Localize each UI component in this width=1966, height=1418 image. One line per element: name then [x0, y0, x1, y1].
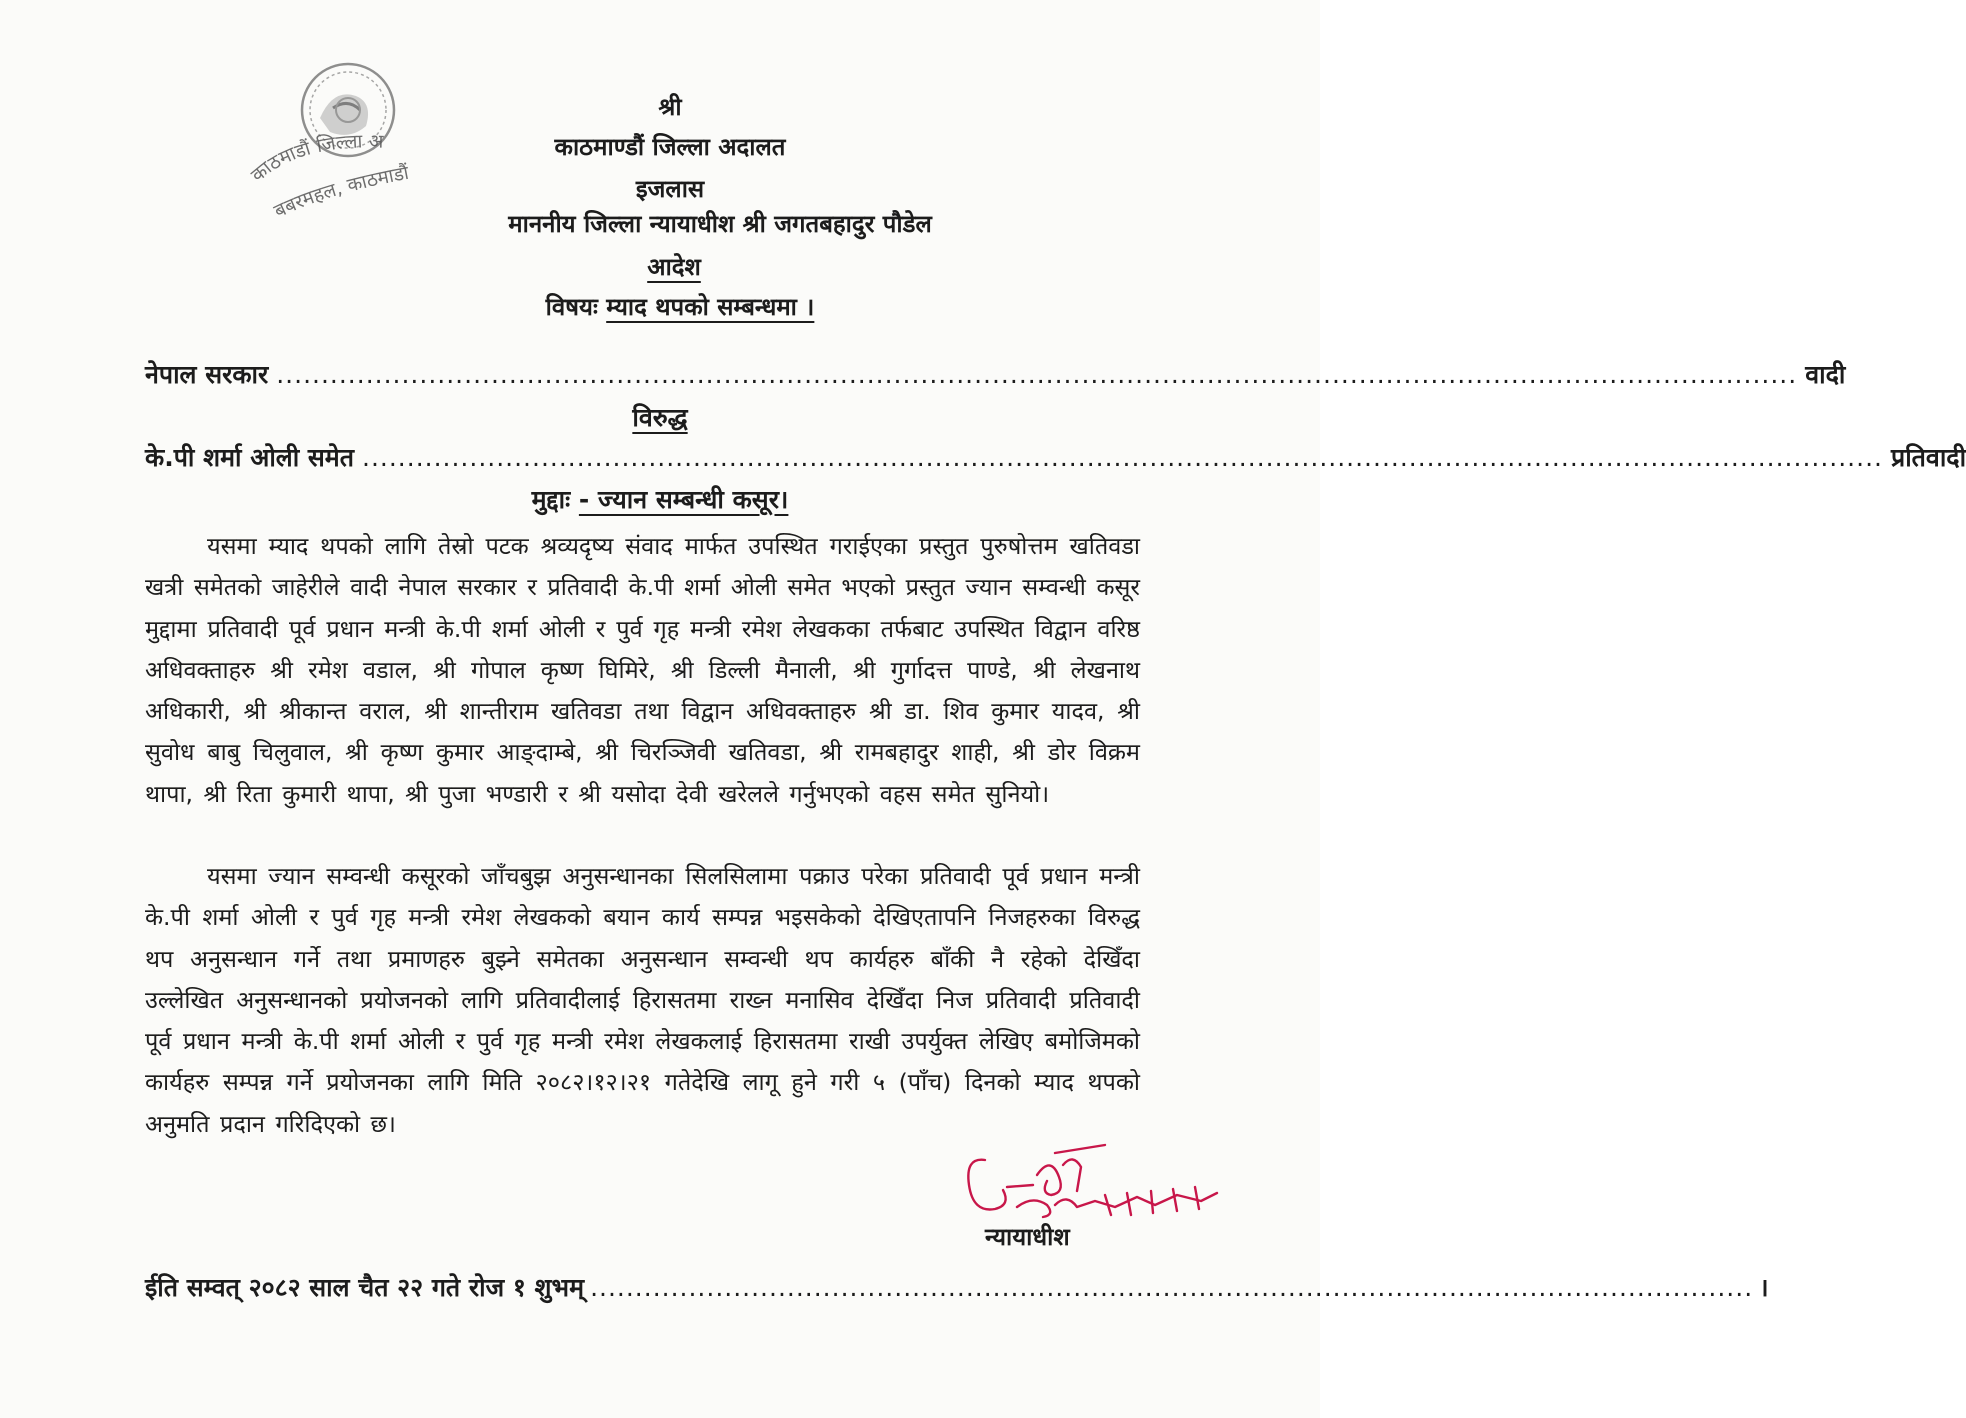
seal-text-top: काठमाडौं जिल्ला अ — [246, 130, 384, 187]
judge-name: माननीय जिल्ला न्यायाधीश श्री जगतबहादुर पौडेल — [508, 210, 932, 238]
subject-text: म्याद थपको सम्बन्धमा । — [606, 293, 815, 321]
plaintiff-role: वादी — [1805, 360, 1846, 389]
case-name: - ज्यान सम्बन्धी कसूर। — [578, 485, 789, 514]
plaintiff-dots: .......................................................................................................................................................................... — [276, 360, 1798, 389]
case-line — [0, 482, 1320, 516]
footer-date-text: ईति सम्वत् २०८२ साल चैत २२ गते रोज १ शुभम् — [145, 1273, 585, 1302]
defendant-name: के.पी शर्मा ओली समेत — [145, 443, 355, 472]
footer-end: । — [1759, 1273, 1769, 1302]
judge-role-label: न्यायाधीश — [985, 1223, 1070, 1251]
defendant-row — [145, 440, 1966, 474]
header-shree: श्री — [658, 93, 682, 121]
subject-label: विषयः — [545, 293, 598, 321]
footer-row — [145, 1270, 1769, 1304]
order-title: आदेश — [647, 253, 701, 281]
defendant-role: प्रतिवादी — [1890, 443, 1966, 472]
court-name: काठमाण्डौं जिल्ला अदालत — [554, 133, 786, 161]
subject-line — [0, 290, 1340, 323]
order-paragraph-1: यसमा म्याद थपको लागि तेस्रो पटक श्रव्यदृष्य संवाद मार्फत उपस्थित गराईएका प्रस्तुत पुरुषोत्तम खतिवडा खत्री समेतको जाहेरीले वादी नेपाल सरकार र प्रतिवादी के.पी शर्मा ओली समेत भएको प्रस्तुत ज्यान सम्वन्धी कसूर मुद्दामा प्रतिवादी पूर्व प्रधान मन्त्री के.पी शर्मा ओली र पुर्व गृह मन्त्री रमेश लेखकका तर्फबाट उपस्थित विद्वान वरिष्ठ अधिवक्ताहरु श्री रमेश वडाल, श्री गोपाल कृष्ण घिमिरे, श्री डिल्ली मैनाली, श्री गुर्गादत्त पाण्डे, श्री लेखनाथ अधिकारी, श्री श्रीकान्त वराल, श्री शान्तीराम खतिवडा तथा विद्वान अधिवक्ताहरु श्री डा. शिव कुमार यादव, श्री सुवोध बाबु चिलुवाल, श्री कृष्ण कुमार आङ्दाम्बे, श्री चिरञ्जिवी खतिवडा, श्री रामबहादुर शाही, श्री डोर विक्रम थापा, श्री रिता कुमारी थापा, श्री पुजा भण्डारी र श्री यसोदा देवी खरेलले गर्नुभएको वहस समेत सुनियो। — [145, 532, 1140, 808]
footer-dots: .................................................................................................................................. — [590, 1273, 1754, 1302]
ijlas-label: इजलास — [635, 175, 705, 203]
plaintiff-row — [145, 357, 1846, 391]
plaintiff-name: नेपाल सरकार — [145, 360, 269, 389]
defendant-dots: .......................................................................................................................................................................... — [362, 443, 1883, 472]
order-paragraph-2: यसमा ज्यान सम्वन्धी कसूरको जाँचबुझ अनुसन्धानका सिलसिलामा पक्राउ परेका प्रतिवादी पूर्व प्रधान मन्त्री के.पी शर्मा ओली र पुर्व गृह मन्त्री रमेश लेखकको बयान कार्य सम्पन्न भइसकेको देखिएतापनि निजहरुका विरुद्ध थप अनुसन्धान गर्ने तथा प्रमाणहरु बुझ्ने समेतका अनुसन्धान सम्वन्धी थप कार्यहरु बाँकी नै रहेको देखिँदा उल्लेखित अनुसन्धानको प्रयोजनको लागि प्रतिवादीलाई हिरासतमा राख्न मनासिव देखिँदा निज प्रतिवादी प्रतिवादी पूर्व प्रधान मन्त्री के.पी शर्मा ओली र पुर्व गृह मन्त्री रमेश लेखकलाई हिरासतमा राखी उपर्युक्त लेखिए बमोजिमको कार्यहरु सम्पन्न गर्ने प्रयोजनका लागि मिति २०८२।१२।२१ गतेदेखि लागू हुने गरी ५ (पाँच) दिनको म्याद थपको अनुमति प्रदान गरिदिएको छ। — [145, 862, 1140, 1138]
case-label: मुद्दाः — [531, 485, 571, 514]
versus-label: विरुद्ध — [632, 403, 688, 432]
seal-text-bottom: बबरमहल, काठमाडौं — [270, 161, 411, 223]
